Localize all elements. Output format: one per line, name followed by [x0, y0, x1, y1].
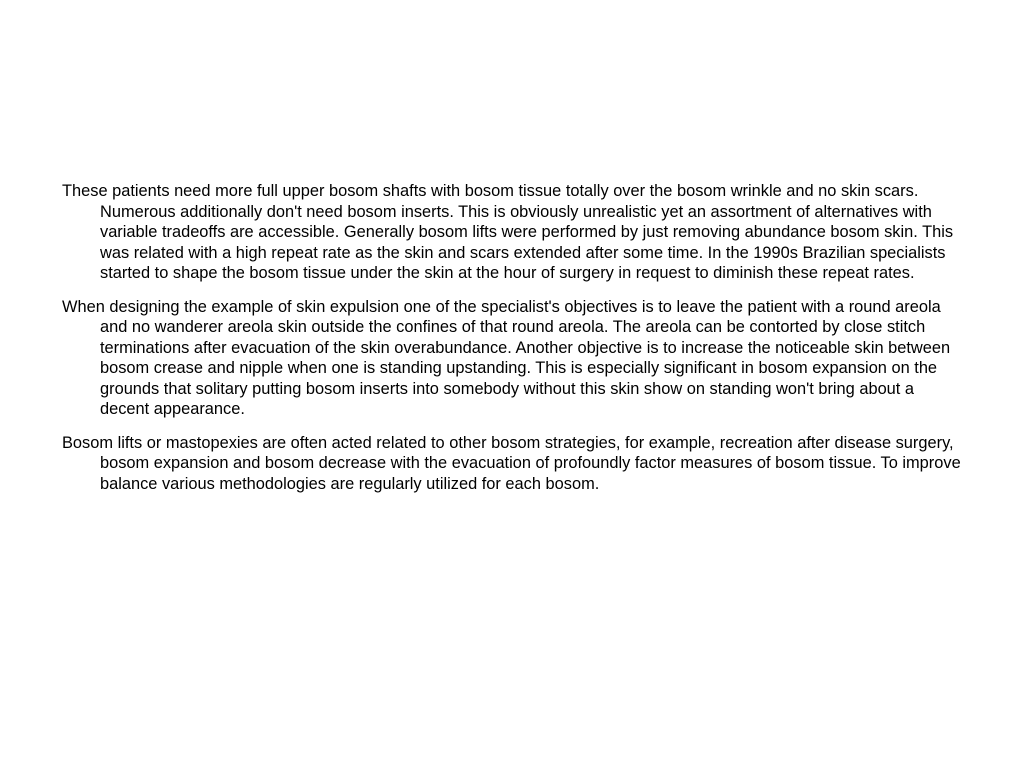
- paragraph-2: When designing the example of skin expulsion one of the specialist's objectives is to leave the patient with a round areola and no wanderer areola skin outside the confines of that round areola. The areola can be contorted by close stitch terminations after evacuation of the skin overabundance. Another objective is to increase the noticeable skin between bosom crease and nipple when one is standing upstanding. This is especially significant in bosom expansion on the grounds that solitary putting bosom inserts into somebody without this skin show on standing won't bring about a decent appearance.: [62, 297, 951, 418]
- paragraph-3: Bosom lifts or mastopexies are often acted related to other bosom strategies, for example, recreation after disease surgery, bosom expansion and bosom decrease with the evacuation of profoundly factor measures of bosom tissue. To improve balance various methodologies are regularly utilized for each bosom.: [62, 433, 961, 493]
- slide-body: [62, 181, 962, 507]
- paragraph-1: These patients need more full upper bosom shafts with bosom tissue totally over the bosom wrinkle and no skin scars. Numerous additionally don't need bosom inserts. This is obviously unrealistic yet an assortment of alternatives with variable tradeoffs are accessible. Generally bosom lifts were performed by just removing abundance bosom skin. This was related with a high repeat rate as the skin and scars extended after some time. In the 1990s Brazilian specialists started to shape the bosom tissue under the skin at the hour of surgery in request to diminish these repeat rates.: [62, 182, 954, 282]
